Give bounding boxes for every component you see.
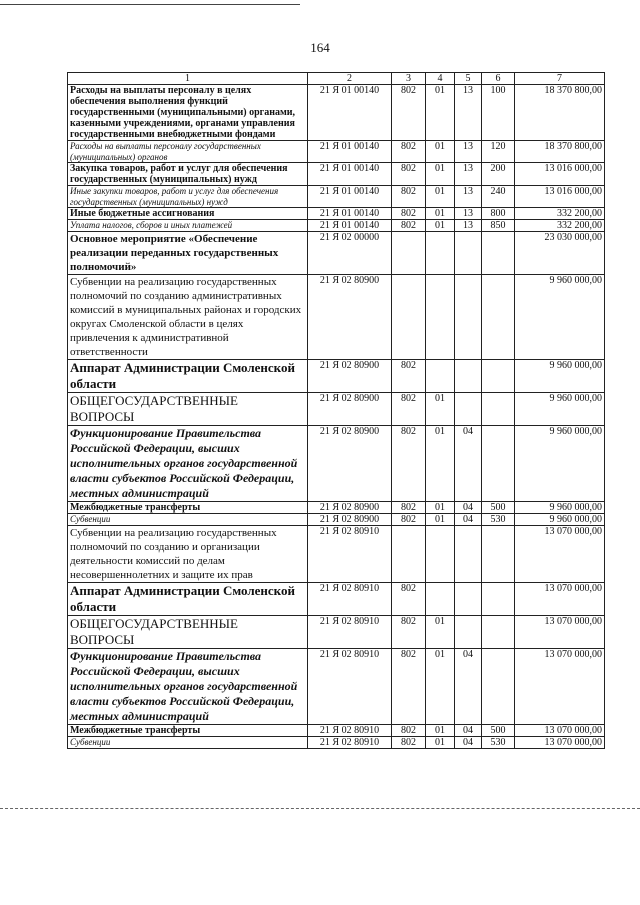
row-name: ОБЩЕГОСУДАРСТВЕННЫЕ ВОПРОСЫ: [68, 393, 308, 426]
table-row: [68, 502, 605, 514]
section-code: 01: [426, 163, 455, 186]
amount: 13 016 000,00: [515, 163, 605, 186]
top-rule: [0, 4, 300, 5]
row-name: ОБЩЕГОСУДАРСТВЕННЫЕ ВОПРОСЫ: [68, 616, 308, 649]
amount: 9 960 000,00: [515, 275, 605, 360]
agency-code: 802: [392, 737, 426, 749]
subsection-code: [455, 360, 482, 393]
subsection-code: 13: [455, 163, 482, 186]
amount: 13 070 000,00: [515, 526, 605, 583]
subsection-code: [455, 232, 482, 275]
row-name: Аппарат Администрации Смоленской области: [68, 360, 308, 393]
column-header: 5: [455, 73, 482, 85]
scan-edge-line: [0, 808, 640, 809]
section-code: [426, 526, 455, 583]
target-code: 21 Я 02 80900: [308, 275, 392, 360]
table-row: [68, 163, 605, 186]
subsection-code: [455, 616, 482, 649]
row-name: Иные закупки товаров, работ и услуг для обеспечения государственных (муниципальных) нужд: [68, 186, 308, 208]
section-code: 01: [426, 649, 455, 725]
section-code: [426, 583, 455, 616]
table-row: [68, 583, 605, 616]
column-header: 6: [482, 73, 515, 85]
section-code: 01: [426, 393, 455, 426]
amount: 13 070 000,00: [515, 737, 605, 749]
agency-code: [392, 526, 426, 583]
subsection-code: 04: [455, 725, 482, 737]
row-name: Субвенции на реализацию государственных полномочий по созданию административных комиссий в муниципальных районах и городских округах Смоленской области в целях привлечения к административной ответственности: [68, 275, 308, 360]
row-name: Расходы на выплаты персоналу государственных (муниципальных) органов: [68, 141, 308, 163]
table-row: [68, 393, 605, 426]
table-row: [68, 426, 605, 502]
target-code: 21 Я 02 80910: [308, 526, 392, 583]
row-name: Межбюджетные трансферты: [68, 502, 308, 514]
target-code: 21 Я 01 00140: [308, 208, 392, 220]
table-row: [68, 725, 605, 737]
target-code: 21 Я 02 80900: [308, 514, 392, 526]
target-code: 21 Я 01 00140: [308, 186, 392, 208]
row-name: Субвенции на реализацию государственных полномочий по созданию и организации деятельности комиссий по делам несовершеннолетних и защите их прав: [68, 526, 308, 583]
section-code: 01: [426, 725, 455, 737]
subsection-code: [455, 526, 482, 583]
table-row: [68, 85, 605, 141]
row-name: Функционирование Правительства Российской Федерации, высших исполнительных органов государственной власти субъектов Российской Федерации, местных администраций: [68, 649, 308, 725]
amount: 9 960 000,00: [515, 426, 605, 502]
target-code: 21 Я 02 80900: [308, 360, 392, 393]
expense-type-code: 240: [482, 186, 515, 208]
table-row: [68, 514, 605, 526]
section-code: [426, 232, 455, 275]
section-code: 01: [426, 208, 455, 220]
subsection-code: 13: [455, 85, 482, 141]
section-code: 01: [426, 426, 455, 502]
amount: 23 030 000,00: [515, 232, 605, 275]
agency-code: 802: [392, 85, 426, 141]
subsection-code: 13: [455, 220, 482, 232]
amount: 13 070 000,00: [515, 616, 605, 649]
target-code: 21 Я 02 80900: [308, 426, 392, 502]
agency-code: 802: [392, 502, 426, 514]
row-name: Субвенции: [68, 737, 308, 749]
table-row: [68, 360, 605, 393]
section-code: 01: [426, 502, 455, 514]
expense-type-code: 500: [482, 502, 515, 514]
amount: 13 070 000,00: [515, 583, 605, 616]
subsection-code: 13: [455, 186, 482, 208]
subsection-code: [455, 275, 482, 360]
amount: 332 200,00: [515, 208, 605, 220]
table-row: [68, 208, 605, 220]
expense-type-code: [482, 426, 515, 502]
target-code: 21 Я 02 80910: [308, 725, 392, 737]
expense-type-code: [482, 583, 515, 616]
subsection-code: 04: [455, 426, 482, 502]
table-row: [68, 232, 605, 275]
expense-type-code: [482, 232, 515, 275]
agency-code: 802: [392, 426, 426, 502]
amount: 9 960 000,00: [515, 514, 605, 526]
table-row: [68, 649, 605, 725]
expense-type-code: 100: [482, 85, 515, 141]
amount: 13 070 000,00: [515, 649, 605, 725]
agency-code: 802: [392, 163, 426, 186]
agency-code: 802: [392, 220, 426, 232]
amount: 18 370 800,00: [515, 141, 605, 163]
expense-type-code: [482, 616, 515, 649]
table-row: [68, 275, 605, 360]
column-header: 7: [515, 73, 605, 85]
column-header: 1: [68, 73, 308, 85]
amount: 13 016 000,00: [515, 186, 605, 208]
expense-type-code: [482, 649, 515, 725]
expense-type-code: [482, 360, 515, 393]
table-row: [68, 220, 605, 232]
expense-type-code: 530: [482, 737, 515, 749]
subsection-code: 04: [455, 737, 482, 749]
row-name: Иные бюджетные ассигнования: [68, 208, 308, 220]
agency-code: 802: [392, 360, 426, 393]
row-name: Межбюджетные трансферты: [68, 725, 308, 737]
section-code: 01: [426, 186, 455, 208]
section-code: 01: [426, 514, 455, 526]
section-code: 01: [426, 85, 455, 141]
expense-type-code: 500: [482, 725, 515, 737]
section-code: [426, 275, 455, 360]
column-header: 4: [426, 73, 455, 85]
row-name: Основное мероприятие «Обеспечение реализации переданных государственных полномочий»: [68, 232, 308, 275]
target-code: 21 Я 02 00000: [308, 232, 392, 275]
agency-code: 802: [392, 208, 426, 220]
target-code: 21 Я 02 80910: [308, 583, 392, 616]
target-code: 21 Я 02 80900: [308, 393, 392, 426]
expense-type-code: [482, 275, 515, 360]
table-row: [68, 737, 605, 749]
section-code: 01: [426, 616, 455, 649]
budget-table: [67, 72, 605, 749]
target-code: 21 Я 01 00140: [308, 163, 392, 186]
agency-code: 802: [392, 141, 426, 163]
expense-type-code: [482, 526, 515, 583]
subsection-code: [455, 393, 482, 426]
table-row: [68, 186, 605, 208]
subsection-code: [455, 583, 482, 616]
target-code: 21 Я 01 00140: [308, 220, 392, 232]
row-name: Расходы на выплаты персоналу в целях обеспечения выполнения функций государственными (муниципальными) органами, казенными учреждениями, органами управления государственными внебюджетными фондами: [68, 85, 308, 141]
row-name: Закупка товаров, работ и услуг для обеспечения государственных (муниципальных) нужд: [68, 163, 308, 186]
section-code: 01: [426, 141, 455, 163]
table-header-row: [68, 73, 605, 85]
expense-type-code: 800: [482, 208, 515, 220]
row-name: Субвенции: [68, 514, 308, 526]
agency-code: 802: [392, 393, 426, 426]
target-code: 21 Я 02 80910: [308, 616, 392, 649]
target-code: 21 Я 02 80910: [308, 737, 392, 749]
agency-code: [392, 275, 426, 360]
target-code: 21 Я 01 00140: [308, 141, 392, 163]
amount: 18 370 800,00: [515, 85, 605, 141]
target-code: 21 Я 01 00140: [308, 85, 392, 141]
target-code: 21 Я 02 80900: [308, 502, 392, 514]
agency-code: 802: [392, 583, 426, 616]
amount: 9 960 000,00: [515, 360, 605, 393]
section-code: 01: [426, 220, 455, 232]
expense-type-code: 120: [482, 141, 515, 163]
target-code: 21 Я 02 80910: [308, 649, 392, 725]
table-row: [68, 141, 605, 163]
expense-type-code: [482, 393, 515, 426]
subsection-code: 04: [455, 514, 482, 526]
amount: 9 960 000,00: [515, 502, 605, 514]
row-name: Аппарат Администрации Смоленской области: [68, 583, 308, 616]
amount: 13 070 000,00: [515, 725, 605, 737]
agency-code: 802: [392, 514, 426, 526]
expense-type-code: 200: [482, 163, 515, 186]
subsection-code: 04: [455, 649, 482, 725]
row-name: Уплата налогов, сборов и иных платежей: [68, 220, 308, 232]
section-code: 01: [426, 737, 455, 749]
column-header: 3: [392, 73, 426, 85]
agency-code: 802: [392, 725, 426, 737]
agency-code: 802: [392, 186, 426, 208]
page-number: 164: [310, 40, 330, 55]
amount: 332 200,00: [515, 220, 605, 232]
expense-type-code: 530: [482, 514, 515, 526]
section-code: [426, 360, 455, 393]
table-row: [68, 526, 605, 583]
expense-type-code: 850: [482, 220, 515, 232]
agency-code: 802: [392, 616, 426, 649]
subsection-code: 04: [455, 502, 482, 514]
amount: 9 960 000,00: [515, 393, 605, 426]
subsection-code: 13: [455, 141, 482, 163]
agency-code: [392, 232, 426, 275]
subsection-code: 13: [455, 208, 482, 220]
agency-code: 802: [392, 649, 426, 725]
column-header: 2: [308, 73, 392, 85]
row-name: Функционирование Правительства Российской Федерации, высших исполнительных органов государственной власти субъектов Российской Федерации, местных администраций: [68, 426, 308, 502]
table-row: [68, 616, 605, 649]
